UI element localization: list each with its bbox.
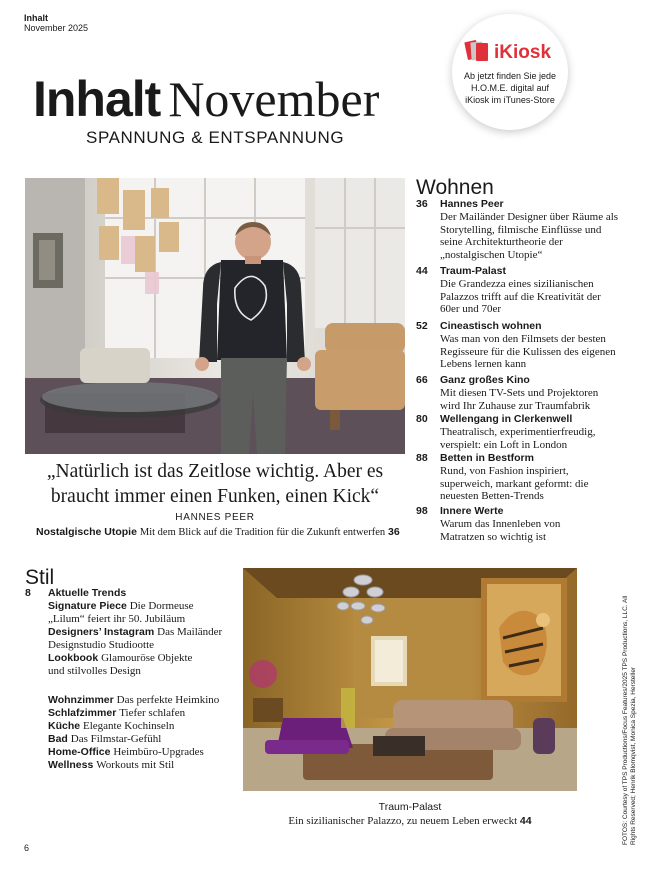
toc-head: Wellengang in Clerkenwell	[440, 413, 573, 425]
quote-teaser-head: Nostalgische Utopie	[36, 526, 137, 538]
stil-entry-cont: Designstudio Studiootte	[48, 639, 155, 651]
toc-page: 66	[416, 374, 428, 386]
toc-desc: Die Grandezza eines sizilianischen Palazzos trifft auf die Kreativität der 60er und 70er	[440, 278, 601, 316]
toc-page: 36	[416, 198, 428, 210]
stil-entry[interactable]: Schlafzimmer Tiefer schlafen	[48, 707, 186, 719]
quote-author: HANNES PEER	[175, 512, 255, 523]
toc-page: 80	[416, 413, 428, 425]
quote-teaser-page: 36	[388, 526, 400, 538]
photo-caption-text: Ein sizilianischer Palazzo, zu neuem Leben erweckt	[288, 815, 518, 827]
stil-entry[interactable]: Bad Das Filmstar-Gefühl	[48, 733, 162, 745]
photo-credits: FOTOS: Courtesy of TPS Productions/Focus Features/2025 TPS Productions, LLC. All Rights Reserved; Henrik Blomqvist, Monica Spezia, Hersteller	[622, 595, 637, 845]
traum-palast-photo[interactable]	[243, 568, 577, 791]
stil-page: 8	[25, 587, 31, 599]
toc-desc: Theatralisch, experimentierfreudig, verspielt: ein Loft in London	[440, 426, 596, 451]
toc-head: Ganz großes Kino	[440, 374, 530, 386]
toc-head: Hannes Peer	[440, 198, 504, 210]
photo-caption-page: 44	[519, 815, 532, 827]
ikiosk-text: Ab jetzt finden Sie jede H.O.M.E. digital auf iKiosk im iTunes-Store	[463, 71, 557, 105]
toc-desc: Rund, von Fashion inspiriert, superweich, markant geformt: die neuesten Betten-Trends	[440, 465, 589, 503]
toc-head: Cineastisch wohnen	[440, 320, 542, 332]
hannes-peer-photo	[25, 178, 405, 454]
toc-desc: Warum das Innenleben von Matratzen so wichtig ist	[440, 518, 561, 543]
quote-teaser[interactable]	[36, 526, 400, 538]
quote-teaser-text: Mit dem Blick auf die Tradition für die Zukunft entwerfen	[139, 527, 386, 538]
issue-date: November 2025	[24, 23, 89, 33]
toc-desc: Der Mailänder Designer über Räume als Storytelling, filmische Einflüsse und seine Architekturtheorie der „nostalgischen Utopie“	[440, 211, 619, 261]
stil-entry[interactable]: Designers’ Instagram Das Mailänder	[48, 626, 223, 638]
toc-page: 88	[416, 452, 428, 464]
pull-quote: „Natürlich ist das Zeitlose wichtig. Aber es braucht immer einen Funken, einen Kick“	[46, 461, 384, 507]
toc-page: 52	[416, 320, 428, 332]
stil-entry-cont: „Lilum“ feiert ihr 50. Jubiläum	[48, 613, 186, 625]
stil-entry[interactable]: Lookbook Glamouröse Objekte	[48, 652, 193, 664]
title-part-month: November	[168, 71, 380, 127]
ikiosk-badge[interactable]	[452, 14, 568, 130]
svg-text:iKiosk: iKiosk	[494, 42, 552, 63]
section-title-stil: Stil	[25, 566, 55, 589]
section-kicker: Inhalt	[24, 13, 48, 23]
page-subtitle: SPANNUNG & ENTSPANNUNG	[86, 128, 345, 147]
toc-head: Betten in Bestform	[440, 452, 534, 464]
page-title	[33, 70, 379, 128]
photo-caption-sub[interactable]	[243, 815, 577, 827]
stil-entry-cont: und stilvolles Design	[48, 665, 141, 677]
toc-head: Innere Werte	[440, 505, 504, 517]
toc-desc: Was man von den Filmsets der besten Regisseure für die Kulissen des eigenen Lebens lernen kann	[440, 333, 616, 371]
section-title-wohnen: Wohnen	[416, 176, 494, 199]
photo-caption-head: Traum-Palast	[378, 801, 442, 813]
title-part-inhalt: Inhalt	[33, 71, 161, 127]
page-number: 6	[24, 843, 30, 853]
toc-head: Traum-Palast	[440, 265, 506, 277]
stil-entry[interactable]: Küche Elegante Kochinseln	[48, 720, 175, 732]
ikiosk-logo-icon	[464, 38, 556, 64]
stil-entry[interactable]: Home-Office Heimbüro-Upgrades	[48, 746, 204, 758]
stil-entry[interactable]: Signature Piece Die Dormeuse	[48, 600, 194, 612]
stil-entry[interactable]: Wohnzimmer Das perfekte Heimkino	[48, 694, 220, 706]
stil-head[interactable]: Aktuelle Trends	[48, 587, 127, 599]
toc-page: 44	[416, 265, 428, 277]
stil-entry[interactable]: Wellness Workouts mit Stil	[48, 759, 175, 771]
toc-desc: Mit diesen TV-Sets und Projektoren wird Ihr Zuhause zur Traumfabrik	[440, 387, 599, 412]
toc-page: 98	[416, 505, 428, 517]
